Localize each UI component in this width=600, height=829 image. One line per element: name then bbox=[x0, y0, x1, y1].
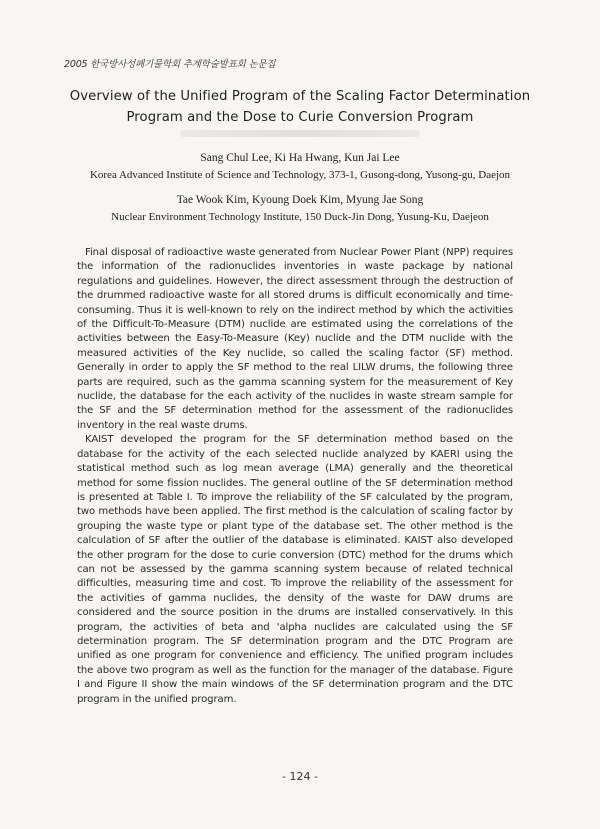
title-line-2: Program and the Dose to Curie Conversion Program bbox=[126, 110, 474, 125]
proceedings-header: 2005 한국방사성폐기물학회 추계학술발표회 논문집 bbox=[64, 59, 276, 70]
page-number: - 124 - bbox=[282, 770, 318, 783]
bleed-through-smudge bbox=[180, 130, 420, 137]
paragraph-1: Final disposal of radioactive waste generated from Nuclear Power Plant (NPP) requires the information of the radionuclides inventories in waste package by national regulations and guidelines. However, the direct assessment through the destruction of the drummed radioactive waste for all stored drums is difficult economically and time-consuming. Thus it is well-known to rely on the indirect method by which the activities of the Difficult-To-Measure (DTM) nuclide are estimated using the correlations of the activities between the Easy-To-Measure (Key) nuclide and the DTM nuclide with the measured activities of the Key nuclide, so called the scaling factor (SF) method. Generally in order to apply the SF method to the real LILW drums, the following three parts are required, such as the gamma scanning system for the measurement of Key nuclide, the database for the each activity of the nuclides in waste stream sample for the SF and the SF determination method for the assessment of the radionuclides inventory in the real waste drums. bbox=[77, 247, 513, 431]
affiliation-1: Korea Advanced Institute of Science and Technology, 373-1, Gusong-dong, Yusong-gu, Daejon bbox=[89, 169, 511, 181]
authors-group-2: Tae Wook Kim, Kyoung Doek Kim, Myung Jae Song bbox=[176, 194, 424, 206]
affiliation-2: Nuclear Environment Technology Institute, 150 Duck-Jin Dong, Yusung-Ku, Daejeon bbox=[111, 211, 489, 223]
authors-group-1: Sang Chul Lee, Ki Ha Hwang, Kun Jai Lee bbox=[200, 152, 400, 164]
paper-title bbox=[40, 86, 560, 128]
title-line-1: Overview of the Unified Program of the Scaling Factor Determination bbox=[69, 89, 531, 104]
abstract-body bbox=[77, 246, 513, 707]
paragraph-2: KAIST developed the program for the SF determination method based on the database for the activity of the each selected nuclide analyzed by KAERI using the statistical method such as log mean average (LMA) generally and the theoretical method for some fission nuclides. The general outline of the SF determination method is presented at Table I. To improve the reliability of the SF calculated by the program, two methods have been applied. The first method is the calculation of scaling factor by grouping the waste type or plant type of the database set. The other method is the calculation of SF after the outlier of the database is eliminated. KAIST also developed the other program for the dose to curie conversion (DTC) method for the drums which can not be assessed by the gamma scanning system because of related technical difficulties, measuring time and cost. To improve the reliability of the assessment for the activities of gamma nuclides, the density of the waste for DAW drums are considered and the source position in the drums are installed conservatively. In this program, the activities of beta and 'alpha nuclides are calculated using the SF determination program. The SF determination program and the DTC Program are unified as one program for convenience and efficiency. The unified program includes the above two program as well as the function for the manager of the database. Figure I and Figure II show the main windows of the SF determination program and the DTC program in the unified program. bbox=[77, 434, 513, 705]
